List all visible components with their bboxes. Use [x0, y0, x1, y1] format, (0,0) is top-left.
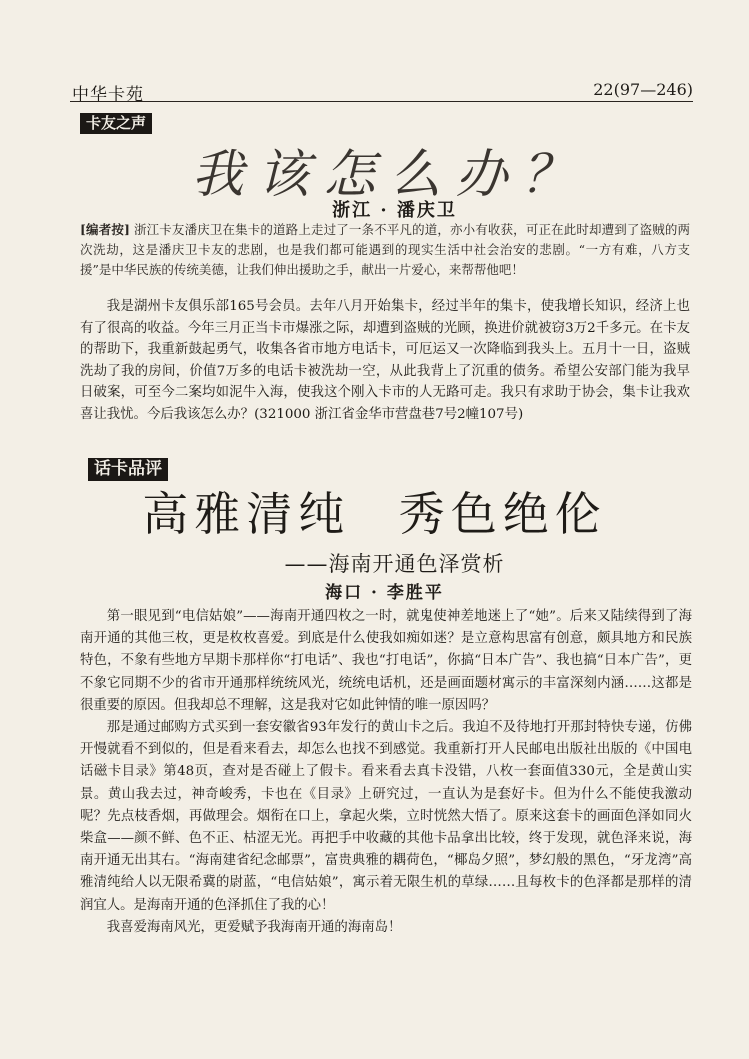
article-author: 浙江 · 潘庆卫	[332, 200, 457, 221]
magazine-name: 中华卡苑	[72, 85, 144, 105]
article-subtitle: ——海南开通色泽赏析	[284, 552, 505, 576]
paragraph: 那是通过邮购方式买到一套安徽省93年发行的黄山卡之后。我迫不及待地打开那封特快专递，仿佛开慢就看不到似的，但是看来看去，却怎么也找不到感觉。我重新打开人民邮电出版社出版的《中国电话磁卡目录》第48页，查对是否碰上了假卡。看来看去真卡没错，八枚一套面值330元，全是黄山实景。黄山我去过，神奇峻秀，卡也在《目录》上研究过，一直认为是套好卡。但为什么不能使我激动呢？先点枝香烟，再做理会。烟衔在口上，拿起火柴，立时恍然大悟了。原来这套卡的画面色泽如同火柴盒——颜不鲜、色不正、枯涩无光。再把手中收藏的其他卡品拿出比较，终于发现，就色泽来说，海南开通无出其右。“海南建省纪念邮票”，富贵典雅的耦荷色，“椰岛夕照”，梦幻般的黑色，“牙龙湾”高雅清纯给人以无限希冀的尉蓝，“电信姑娘”，寓示着无限生机的草绿……且每枚卡的色泽都是那样的清润宜人。是海南开通的色泽抓住了我的心！	[80, 720, 692, 913]
paragraph: 第一眼见到“电信姑娘”——海南开通四枚之一时，就鬼使神差地迷上了“她”。后来又陆续得到了海南开通的其他三枚，更是枚枚喜爱。到底是什么使我如痴如迷？是立意构思富有创意，颇具地方和民族特色，不象有些地方早期卡那样你“打电话”、我也“打电话”，你搞“日本广告”、我也搞“日本广告”，更不象它同期不少的省市开通那样统统风光，统统电话机，还是画面题材寓示的丰富深刻内涵……这都是很重要的原因。但我却总不理解，这是我对它如此钟情的唯一原因吗？	[80, 609, 692, 713]
article-title: 我该怎么办？	[191, 145, 588, 205]
editor-note-text: 浙江卡友潘庆卫在集卡的道路上走过了一条不平凡的道，亦小有收获，可正在此时却遭到了盗贼的两次洗劫，这是潘庆卫卡友的悲剧，也是我们都可能遇到的现实生活中社会治安的悲剧。“一方有难，八方支援”是中华民族的传统美德，让我们伸出援助之手，献出一片爱心，来帮帮他吧！	[80, 222, 690, 277]
article-author: 海口 · 李胜平	[325, 583, 444, 603]
editor-note-label: [编者按]	[80, 222, 130, 237]
section-tag: 卡友之声	[80, 113, 152, 134]
header-divider	[70, 101, 693, 102]
paragraph: 我是湖州卡友俱乐部165号会员。去年八月开始集卡，经过半年的集卡，使我增长知识，经济上也有了很高的收益。今年三月正当卡市爆涨之际，却遭到盗贼的光顾，换进价就被窃3万2千多元。在卡友的帮助下，我重新鼓起勇气，收集各省市地方电话卡，可厄运又一次降临到我头上。五月十一日，盗贼洗劫了我的房间，价值7万多的电话卡被洗劫一空，从此我背上了沉重的债务。希望公安部门能为我早日破案，可至今二案均如泥牛入海，使我这个刚入卡市的人无路可走。我只有求助于协会，集卡让我欢喜让我忧。今后我该怎么办？(321000 浙江省金华市营盘巷7号2幢107号)	[80, 299, 690, 422]
section-tag: 话卡品评	[88, 458, 168, 481]
editor-note	[80, 220, 690, 280]
issue-number: 22(97—246)	[593, 80, 693, 99]
article-body	[80, 296, 690, 425]
paragraph: 我喜爱海南风光，更爱赋予我海南开通的海南岛！	[106, 919, 402, 935]
article-title: 高雅清纯 秀色绝伦	[142, 487, 607, 541]
article-body	[80, 606, 692, 939]
